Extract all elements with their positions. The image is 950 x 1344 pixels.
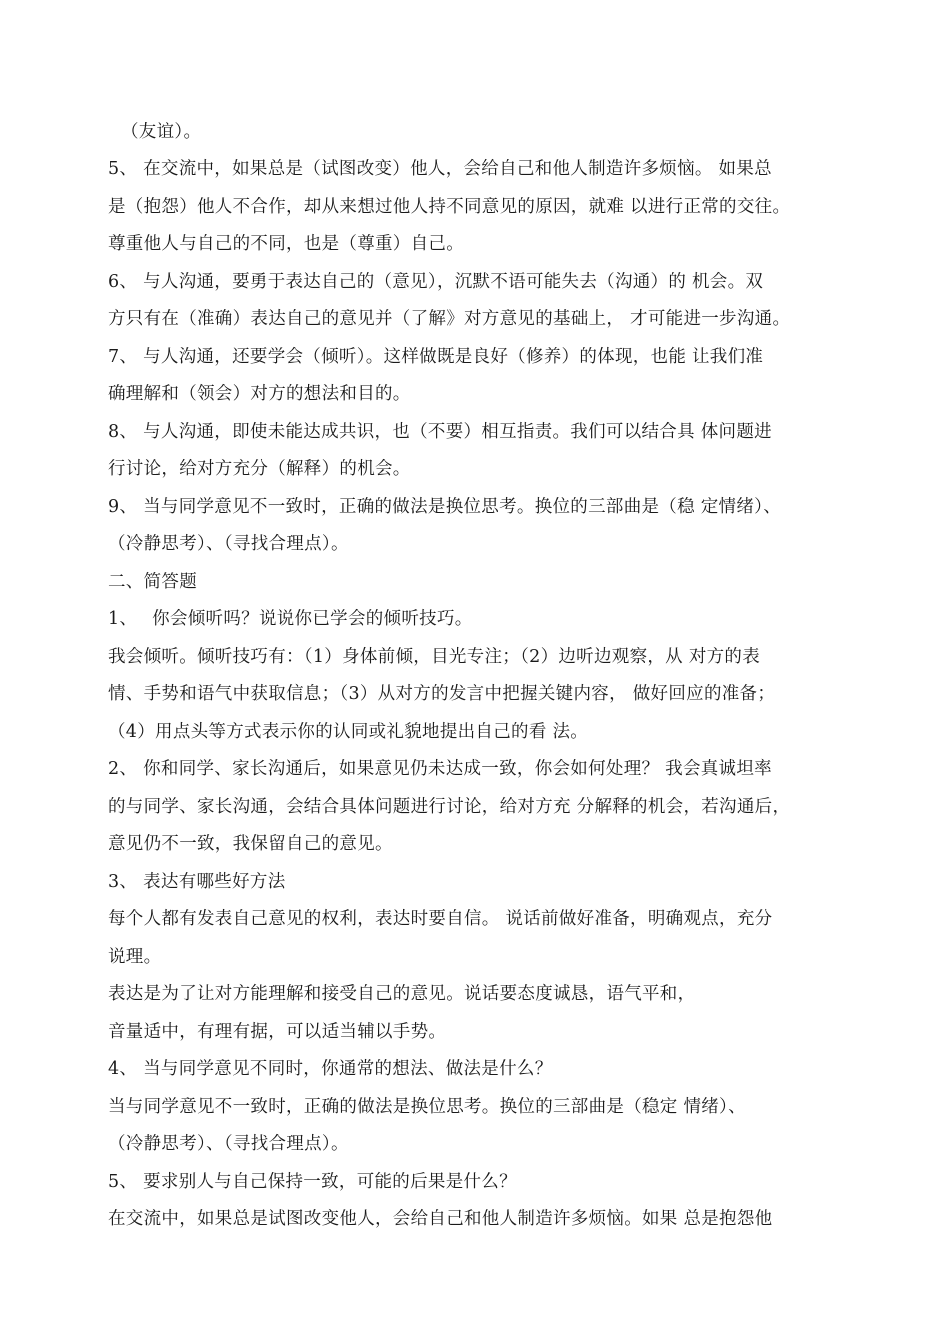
short-answer-1-line-2: 情、手势和语气中获取信息；（3）从对方的发言中把握关键内容， 做好回应的准备； xyxy=(108,684,776,704)
short-answer-4-line-1: 当与同学意见不一致时，正确的做法是换位思考。换位的三部曲是（稳定 情绪）、 xyxy=(108,1097,746,1117)
short-answer-2-line-1: 2、 你和同学、家长沟通后，如果意见仍未达成一致，你会如何处理？ 我会真诚坦率 xyxy=(108,759,772,779)
short-answer-4-question: 4、 当与同学意见不同时，你通常的想法、做法是什么？ xyxy=(108,1059,553,1079)
short-answer-3-line-2: 说理。 xyxy=(108,947,162,967)
question-5-line-2: 是（抱怨）他人不合作，却从来想过他人持不同意见的原因，就难 以进行正常的交往。 xyxy=(108,197,791,217)
question-9-line-1: 9、 当与同学意见不一致时，正确的做法是换位思考。换位的三部曲是（稳 定情绪）、 xyxy=(108,497,782,517)
question-9-line-2: （冷静思考）、（寻找合理点）。 xyxy=(108,534,349,554)
question-8-line-1: 8、 与人沟通，即使未能达成共识，也（不要）相互指责。我们可以结合具 体问题进 xyxy=(108,422,772,442)
short-answer-3-question: 3、 表达有哪些好方法 xyxy=(108,872,286,892)
short-answer-3-line-3: 表达是为了让对方能理解和接受自己的意见。说话要态度诚恳，语气平和， xyxy=(108,984,696,1004)
short-answer-1-question: 1、 你会倾听吗？说说你已学会的倾听技巧。 xyxy=(108,609,473,629)
section-heading: 二、简答题 xyxy=(108,572,197,592)
short-answer-3-line-4: 音量适中，有理有据，可以适当辅以手势。 xyxy=(108,1022,447,1042)
question-7-line-2: 确理解和（领会）对方的想法和目的。 xyxy=(108,384,411,404)
short-answer-1-line-1: 我会倾听。倾听技巧有：（1）身体前倾，目光专注；（2）边听边观察，从 对方的表 xyxy=(108,647,761,667)
short-answer-3-line-1: 每个人都有发表自己意见的权利，表达时要自信。 说话前做好准备，明确观点，充分 xyxy=(108,909,773,929)
question-7-line-1: 7、 与人沟通，还要学会（倾听）。这样做既是良好（修养）的体现，也能 让我们准 xyxy=(108,347,764,367)
question-6-line-2: 方只有在（准确）表达自己的意见并（了解》对方意见的基础上， 才可能进一步沟通。 xyxy=(108,309,791,329)
question-5-line-1: 5、 在交流中，如果总是（试图改变）他人，会给自己和他人制造许多烦恼。 如果总 xyxy=(108,159,772,179)
short-answer-2-line-3: 意见仍不一致，我保留自己的意见。 xyxy=(108,834,393,854)
question-8-line-2: 行讨论，给对方充分（解释）的机会。 xyxy=(108,459,411,479)
short-answer-5-line-1: 在交流中，如果总是试图改变他人，会给自己和他人制造许多烦恼。如果 总是抱怨他 xyxy=(108,1209,773,1229)
question-5-line-3: 尊重他人与自己的不同，也是（尊重）自己。 xyxy=(108,234,464,254)
short-answer-4-line-2: （冷静思考）、（寻找合理点）。 xyxy=(108,1134,349,1154)
short-answer-5-question: 5、 要求别人与自己保持一致，可能的后果是什么？ xyxy=(108,1172,517,1192)
short-answer-2-line-2: 的与同学、家长沟通，会结合具体问题进行讨论，给对方充 分解释的机会，若沟通后， xyxy=(108,797,791,817)
short-answer-1-line-3: （4）用点头等方式表示你的认同或礼貌地提出自己的看 法。 xyxy=(108,722,589,742)
question-6-line-1: 6、 与人沟通，要勇于表达自己的（意见），沉默不语可能失去（沟通）的 机会。双 xyxy=(108,272,764,292)
text-line: （友谊）。 xyxy=(121,122,202,142)
